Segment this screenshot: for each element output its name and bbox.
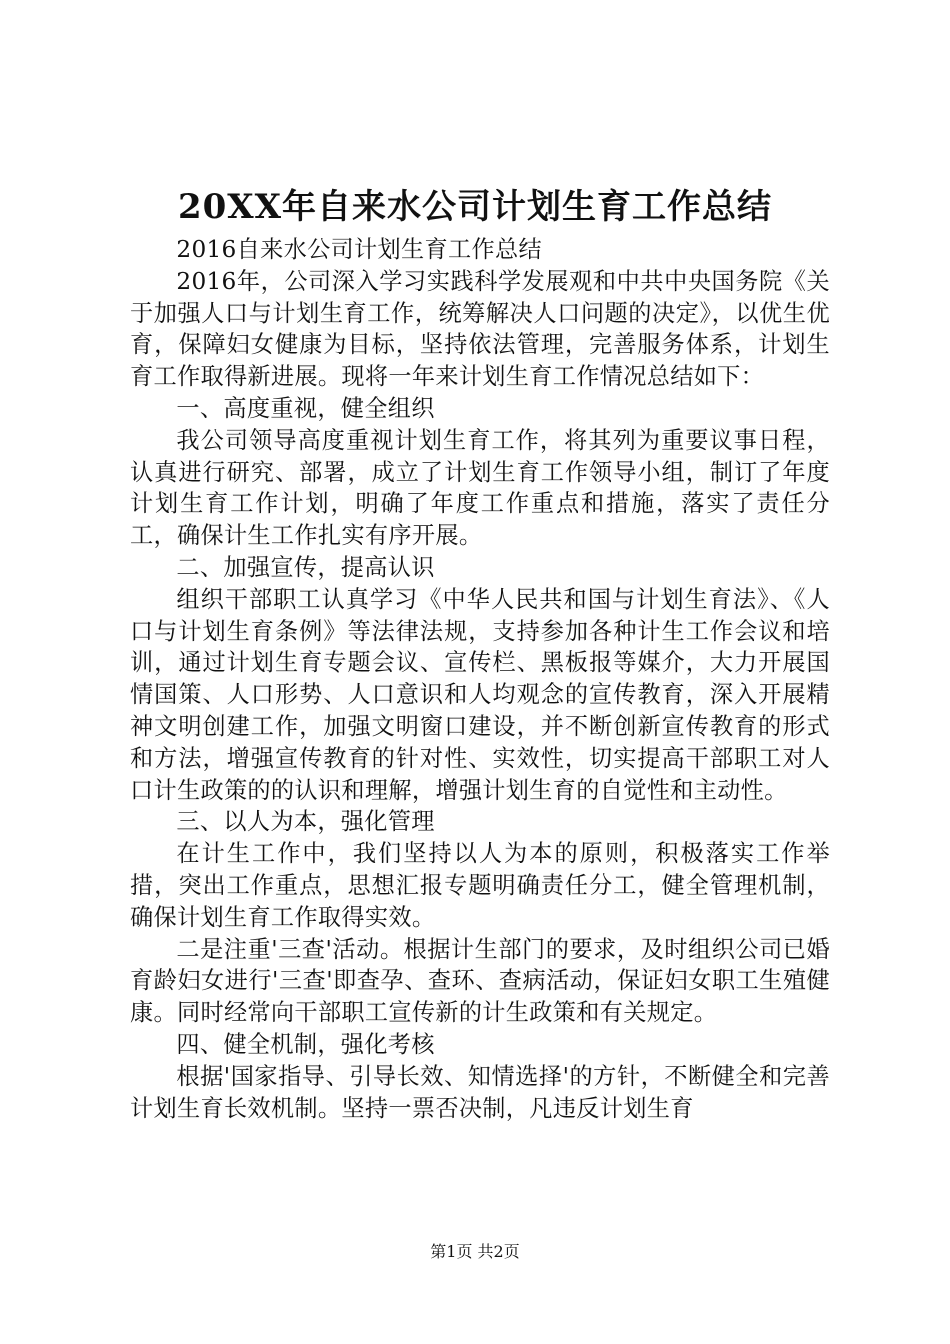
section-2-paragraph-1: 组织干部职工认真学习《中华人民共和国与计划生育法》、《人口与计划生育条例》等法律法规，支持参加各种计生工作会议和培训，通过计划生育专题会议、宣传栏、黑板报等媒介，大力开展国情国策、人口形势、人口意识和人均观念的宣传教育，深入开展精神文明创建工作，加强文明窗口建设，并不断创新宣传教育的形式和方法，增强宣传教育的针对性、实效性，切实提高干部职工对人口计生政策的的认识和理解，增强计划生育的自觉性和主动性。 [130, 585, 830, 804]
section-3-paragraph-1: 在计生工作中，我们坚持以人为本的原则，积极落实工作举措，突出工作重点，思想汇报专题明确责任分工，健全管理机制，确保计划生育工作取得实效。 [130, 840, 830, 931]
section-heading-3: 三、以人为本，强化管理 [176, 808, 435, 836]
section-3-paragraph-2: 二是注重'三查'活动。根据计生部门的要求，及时组织公司已婚育龄妇女进行'三查'即查孕、查环、查病活动，保证妇女职工生殖健康。同时经常向干部职工宣传新的计生政策和有关规定。 [130, 935, 830, 1027]
page-footer: 第1页 共2页 [430, 1242, 520, 1261]
intro-paragraph: 2016年，公司深入学习实践科学发展观和中共中央国务院《关于加强人口与计划生育工作，统筹解决人口问题的决定》，以优生优育，保障妇女健康为目标，坚持依法管理，完善服务体系，计划生育工作取得新进展。现将一年来计划生育工作情况总结如下： [130, 267, 830, 391]
document-body [130, 234, 830, 1124]
section-heading-2: 二、加强宣传，提高认识 [176, 553, 435, 581]
document-subtitle: 2016自来水公司计划生育工作总结 [176, 236, 542, 263]
section-heading-4: 四、健全机制，强化考核 [176, 1030, 435, 1058]
section-4-paragraph-1: 根据'国家指导、引导长效、知情选择'的方针，不断健全和完善计划生育长效机制。坚持一票否决制，凡违反计划生育 [130, 1062, 830, 1122]
section-1-paragraph-1: 我公司领导高度重视计划生育工作，将其列为重要议事日程，认真进行研究、部署，成立了计划生育工作领导小组，制订了年度计划生育工作计划，明确了年度工作重点和措施，落实了责任分工，确保计生工作扎实有序开展。 [130, 426, 830, 550]
section-heading-1: 一、高度重视，健全组织 [176, 394, 435, 422]
document-title: 20XX年自来水公司计划生育工作总结 [177, 187, 773, 227]
